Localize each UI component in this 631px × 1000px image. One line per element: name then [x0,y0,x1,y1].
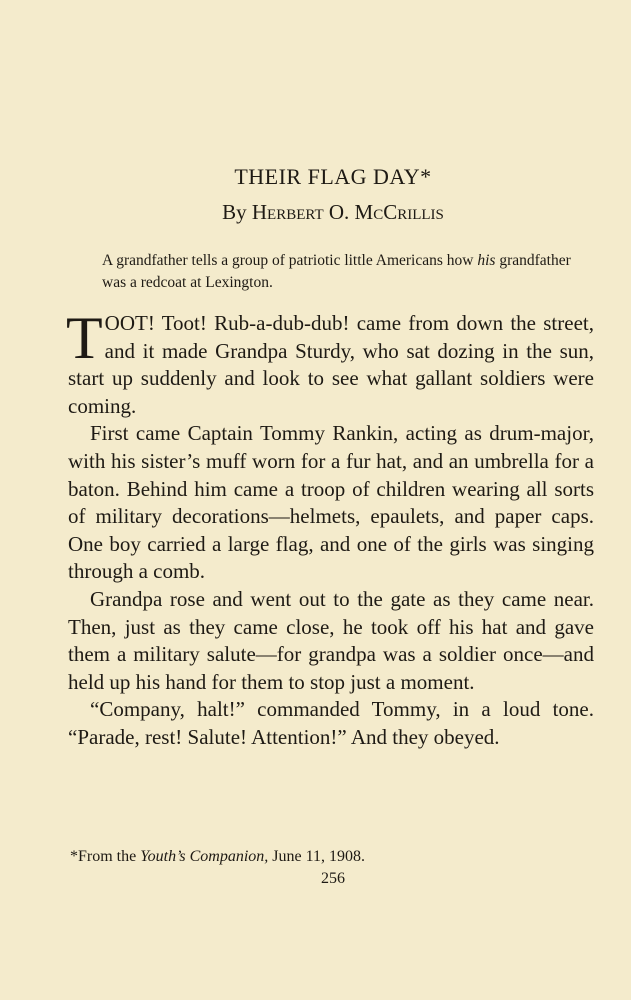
story-body [66,305,594,752]
intro-emphasis: his [477,252,496,269]
paragraph-2: First came Captain Tommy Rankin, acting as drum-major, with his sister’s muff worn for a fur hat, and an umbrella for a baton. Behind him came a troop of children wearing all sorts of military decorations—helmets, epaulets, and paper caps. One boy carried a large flag, and one of the girls was singing through a comb. [68,421,594,584]
footnote-before: *From the [70,848,141,865]
footnote-source: Youth’s Companion, [140,848,269,865]
paragraph-1 [66,305,594,420]
footnote [70,848,365,866]
byline [0,200,631,225]
byline-prefix: By [222,200,252,224]
intro-summary [102,250,572,294]
drop-cap: T [66,305,103,371]
intro-text-after: grandfather was a redcoat at Lexington. [102,252,571,291]
footnote-after: June 11, 1908. [268,848,365,865]
page-number: 256 [321,870,345,887]
intro-text-before: A grandfather tells a group of patriotic little Americans how [102,252,478,269]
chapter-title: THEIR FLAG DAY* [234,164,432,189]
paragraph-1-text: OOT! Toot! Rub-a-dub-dub! came from down the street, and it made Grandpa Sturdy, who sat dozing in the sun, start up suddenly and look to see what gallant soldiers were coming. [68,311,594,418]
author-name: Herbert O. McCrillis [251,200,444,224]
paragraph-3: Grandpa rose and went out to the gate as they came near. Then, just as they came close, he took off his hat and gave them a military salute—for grandpa was a soldier once—and held up his hand for them to stop just a moment. [68,586,594,694]
paragraph-4: “Company, halt!” commanded Tommy, in a loud tone. “Parade, rest! Salute! Attention!” And they obeyed. [68,697,594,749]
